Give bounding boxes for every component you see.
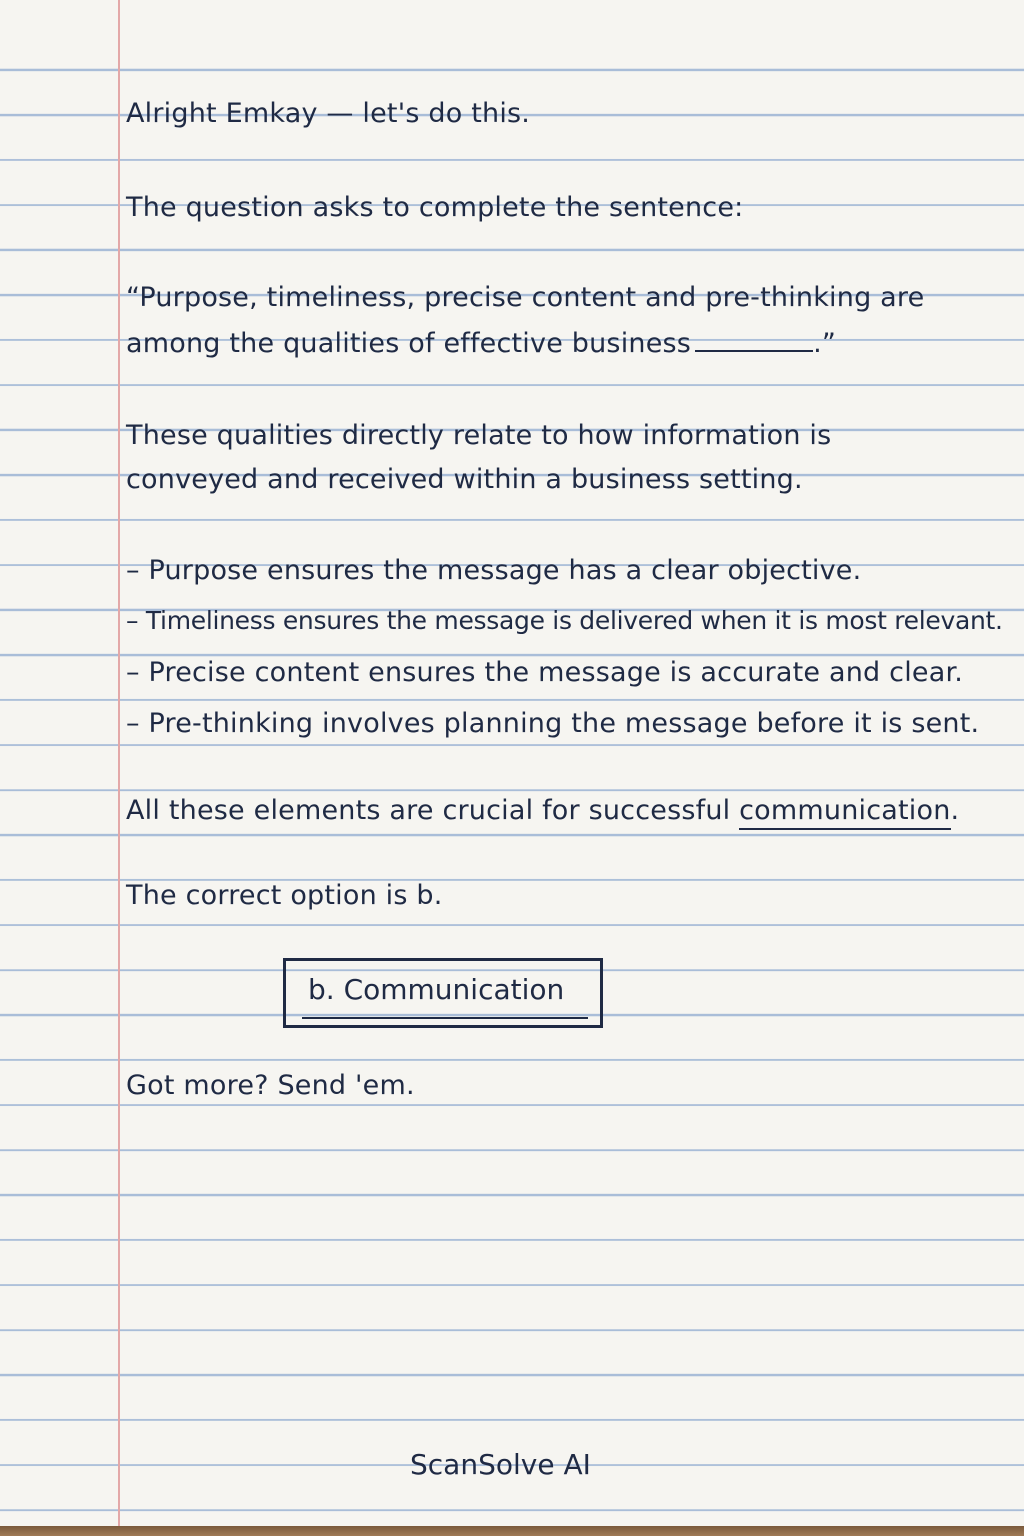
question-line-1: “Purpose, timeliness, precise content and pre-thinking are: [126, 282, 925, 313]
footer-brand: ScanSolve AI: [410, 1448, 591, 1481]
question-line-2-end: .”: [813, 328, 837, 359]
answer-blank: [695, 334, 813, 352]
question-line-2: [126, 328, 836, 359]
context-line-2: conveyed and received within a business setting.: [126, 464, 803, 495]
greeting-line: Alright Emkay — let's do this.: [126, 98, 531, 129]
context-line-1: These qualities directly relate to how information is: [126, 420, 832, 451]
margin-line: [118, 0, 120, 1526]
conclusion-line: [126, 795, 959, 826]
underlined-answer-word: communication: [739, 795, 950, 830]
final-answer-box: [283, 958, 603, 1028]
final-answer-underline: [302, 1017, 588, 1019]
question-line-2-text: among the qualities of effective business: [126, 328, 692, 359]
intro-line: The question asks to complete the sentence:: [126, 192, 744, 223]
final-answer-text: b. Communication: [308, 973, 565, 1006]
closing-line: Got more? Send 'em.: [126, 1070, 415, 1101]
correct-option-line: The correct option is b.: [126, 880, 443, 911]
bullet-pre-thinking: – Pre-thinking involves planning the message before it is sent.: [126, 708, 980, 739]
bullet-timeliness: – Timeliness ensures the message is delivered when it is most relevant.: [126, 606, 1003, 635]
desk-edge: [0, 1526, 1024, 1536]
conclusion-period: .: [950, 795, 960, 826]
conclusion-text: All these elements are crucial for successful: [126, 795, 731, 826]
bullet-precise-content: – Precise content ensures the message is accurate and clear.: [126, 657, 964, 688]
bullet-purpose: – Purpose ensures the message has a clear objective.: [126, 555, 862, 586]
